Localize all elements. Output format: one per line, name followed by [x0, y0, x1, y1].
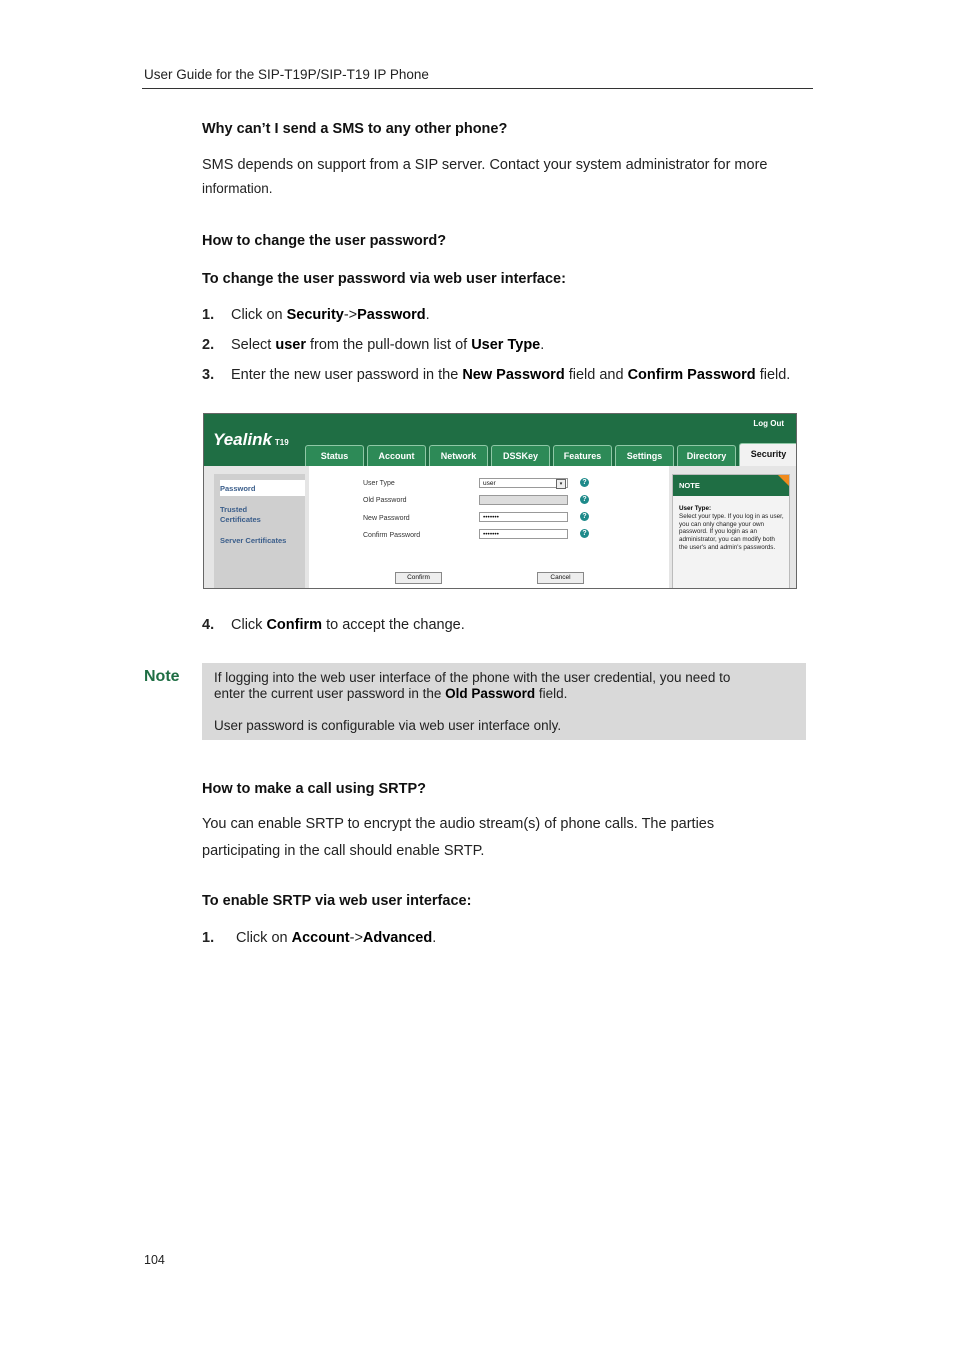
help-icon[interactable]: ?: [580, 512, 589, 521]
header-rule: [142, 88, 813, 89]
help-icon[interactable]: ?: [580, 529, 589, 538]
note-box: [202, 663, 806, 740]
step-arrow: ->: [349, 930, 363, 946]
sms-body-line1: SMS depends on support from a SIP server. Contact your system administrator for more: [202, 157, 768, 173]
logout-link[interactable]: Log Out: [753, 419, 784, 428]
step-text: from the pull-down list of: [305, 337, 472, 353]
confirm-password-field[interactable]: •••••••: [479, 529, 568, 539]
running-header: User Guide for the SIP-T19P/SIP-T19 IP Phone: [144, 67, 429, 82]
srtp-heading: How to make a call using SRTP?: [202, 781, 426, 797]
password-form: [309, 466, 669, 588]
step-text: Enter the new user password in the: [231, 367, 463, 383]
note-label: Note: [144, 668, 180, 685]
option-user: user: [275, 337, 306, 353]
page-number: 104: [144, 1253, 165, 1267]
sms-heading: Why can’t I send a SMS to any other phone?: [202, 121, 508, 137]
field-old-password: Old Password: [445, 686, 536, 701]
note-panel-heading: User Type:: [679, 505, 712, 512]
step-number: 2.: [202, 337, 215, 353]
password-step-3: [202, 367, 842, 387]
sms-body-line2: information.: [202, 181, 273, 196]
note-line2: enter the current user password in the Old Password field.: [214, 686, 568, 701]
step-text: .: [425, 307, 430, 323]
field-new-password: New Password: [462, 367, 565, 383]
tab-account[interactable]: Account: [367, 445, 426, 466]
web-ui-screenshot: [203, 413, 797, 589]
new-password-field[interactable]: •••••••: [479, 512, 568, 522]
step-number: 1.: [202, 930, 215, 946]
sidebar-item-server-certificates[interactable]: Server Certificates: [220, 536, 287, 545]
note-corner-icon: [778, 475, 789, 486]
label-old-password: Old Password: [363, 497, 407, 504]
note-panel-text: Select your type. If you log in as user, you can only change your own password. If you login as an administrator, you can modify both the user's and admin's passwords.: [679, 512, 784, 551]
step-text: Select: [231, 337, 276, 353]
step-arrow: ->: [343, 307, 358, 323]
menu-advanced: Advanced: [362, 930, 433, 946]
tab-features[interactable]: Features: [553, 445, 612, 466]
sidebar-item-trusted[interactable]: Trusted: [220, 505, 248, 514]
tab-status[interactable]: Status: [305, 445, 364, 466]
step-text: to accept the change.: [322, 617, 465, 633]
step-text: Click on: [236, 930, 292, 946]
step-text: .: [540, 337, 545, 353]
note-line3: User password is configurable via web user interface only.: [214, 718, 562, 733]
note-panel-body: [679, 505, 785, 552]
note-line1: If logging into the web user interface of the phone with the user credential, you need to: [214, 670, 731, 685]
field-confirm-password: Confirm Password: [627, 367, 756, 383]
web-ui-sidebar: [214, 474, 305, 588]
password-step-1: [202, 307, 822, 327]
web-ui-note-panel: [672, 474, 790, 589]
user-type-select[interactable]: user ▾: [479, 478, 568, 488]
note-panel-title: NOTE: [673, 475, 789, 496]
tab-directory[interactable]: Directory: [677, 445, 736, 466]
step-text: field.: [755, 367, 791, 383]
step-text: field and: [564, 367, 628, 383]
tab-network[interactable]: Network: [429, 445, 488, 466]
button-confirm-ref: Confirm: [266, 617, 323, 633]
help-icon[interactable]: ?: [580, 495, 589, 504]
password-step-4: [202, 617, 822, 637]
field-user-type: User Type: [471, 337, 541, 353]
tab-security[interactable]: Security: [739, 443, 797, 466]
web-ui-tabs: [305, 445, 797, 466]
srtp-body-line2: participating in the call should enable SRTP.: [202, 843, 485, 859]
cancel-button[interactable]: Cancel: [537, 572, 584, 584]
password-heading: How to change the user password?: [202, 233, 447, 249]
sidebar-item-password[interactable]: Password: [220, 484, 256, 493]
step-number: 4.: [202, 617, 215, 633]
step-text: .: [432, 930, 437, 946]
yealink-logo: Yealink T19: [213, 430, 289, 449]
help-icon[interactable]: ?: [580, 478, 589, 487]
sidebar-item-certificates[interactable]: Certificates: [220, 515, 261, 524]
confirm-button[interactable]: Confirm: [395, 572, 442, 584]
menu-account: Account: [291, 930, 350, 946]
step-text: Click on: [231, 307, 287, 323]
srtp-subheading: To enable SRTP via web user interface:: [202, 893, 472, 909]
label-new-password: New Password: [363, 515, 410, 522]
srtp-body-line1: You can enable SRTP to encrypt the audio stream(s) of phone calls. The parties: [202, 816, 715, 832]
password-subheading: To change the user password via web user interface:: [202, 271, 566, 287]
menu-password: Password: [357, 307, 426, 323]
step-number: 3.: [202, 367, 215, 383]
password-step-2: [202, 337, 822, 357]
step-text: Click: [231, 617, 267, 633]
srtp-step-1: [202, 930, 822, 950]
tab-dsskey[interactable]: DSSKey: [491, 445, 550, 466]
chevron-down-icon: ▾: [556, 479, 566, 489]
label-confirm-password: Confirm Password: [363, 532, 421, 539]
step-number: 1.: [202, 307, 215, 323]
old-password-field[interactable]: [479, 495, 568, 505]
label-user-type: User Type: [363, 480, 395, 487]
menu-security: Security: [286, 307, 344, 323]
tab-settings[interactable]: Settings: [615, 445, 674, 466]
